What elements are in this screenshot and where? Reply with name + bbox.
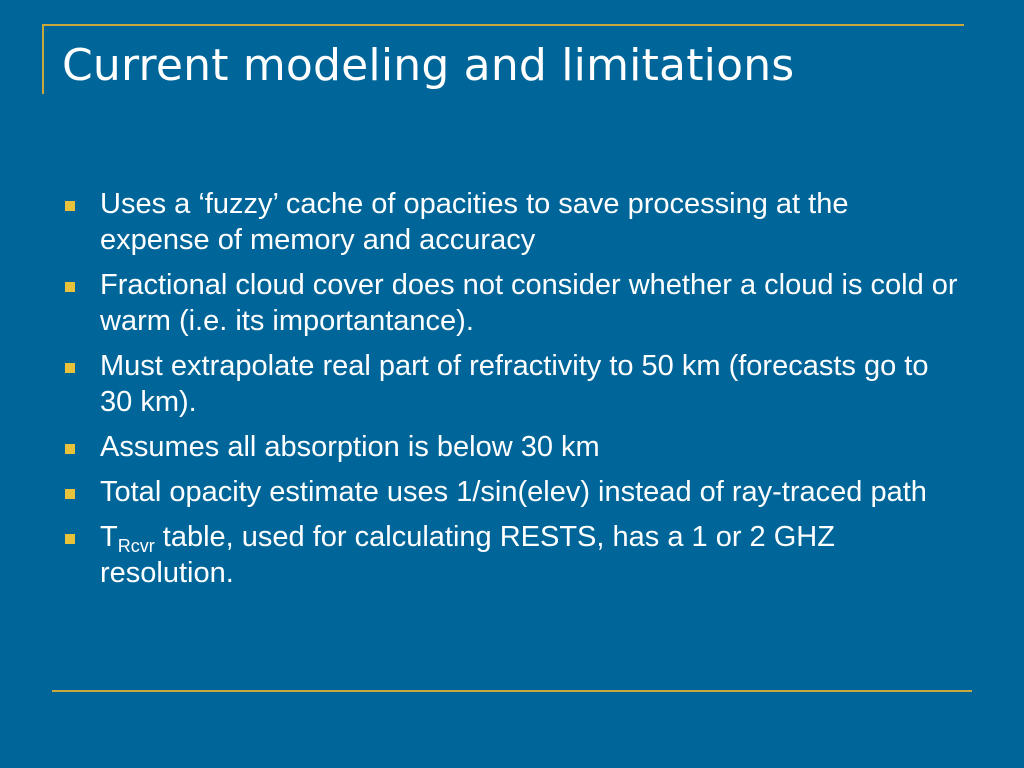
bullet-item bbox=[62, 429, 962, 465]
square-bullet-icon bbox=[65, 444, 75, 454]
square-bullet-icon bbox=[65, 489, 75, 499]
square-bullet-icon bbox=[65, 534, 75, 544]
bullet-text: Assumes all absorption is below 30 km bbox=[100, 431, 600, 463]
bullet-text: Must extrapolate real part of refractivity to 50 km (forecasts go to 30 km). bbox=[100, 350, 929, 418]
bottom-rule bbox=[52, 690, 972, 692]
bullet-text-rest: table, used for calculating RESTS, has a 1 or 2 GHZ resolution. bbox=[100, 521, 835, 589]
bullet-item bbox=[62, 474, 962, 510]
bullet-text: Fractional cloud cover does not consider whether a cloud is cold or warm (i.e. its importantance). bbox=[100, 269, 958, 337]
square-bullet-icon bbox=[65, 201, 75, 211]
bullet-text-prefix: T bbox=[100, 521, 118, 553]
title-left-rule bbox=[42, 24, 44, 94]
bullet-item bbox=[62, 267, 962, 339]
slide-title: Current modeling and limitations bbox=[62, 40, 795, 91]
square-bullet-icon bbox=[65, 282, 75, 292]
bullet-item bbox=[62, 519, 962, 591]
title-top-rule bbox=[42, 24, 964, 26]
bullet-text-subscript: Rcvr bbox=[117, 536, 155, 556]
square-bullet-icon bbox=[65, 363, 75, 373]
bullet-item bbox=[62, 348, 962, 420]
bullet-list bbox=[62, 186, 962, 600]
bullet-item bbox=[62, 186, 962, 258]
bullet-text: Uses a ‘fuzzy’ cache of opacities to save processing at the expense of memory and accuracy bbox=[100, 188, 849, 256]
bullet-text: Total opacity estimate uses 1/sin(elev) instead of ray-traced path bbox=[100, 476, 927, 508]
